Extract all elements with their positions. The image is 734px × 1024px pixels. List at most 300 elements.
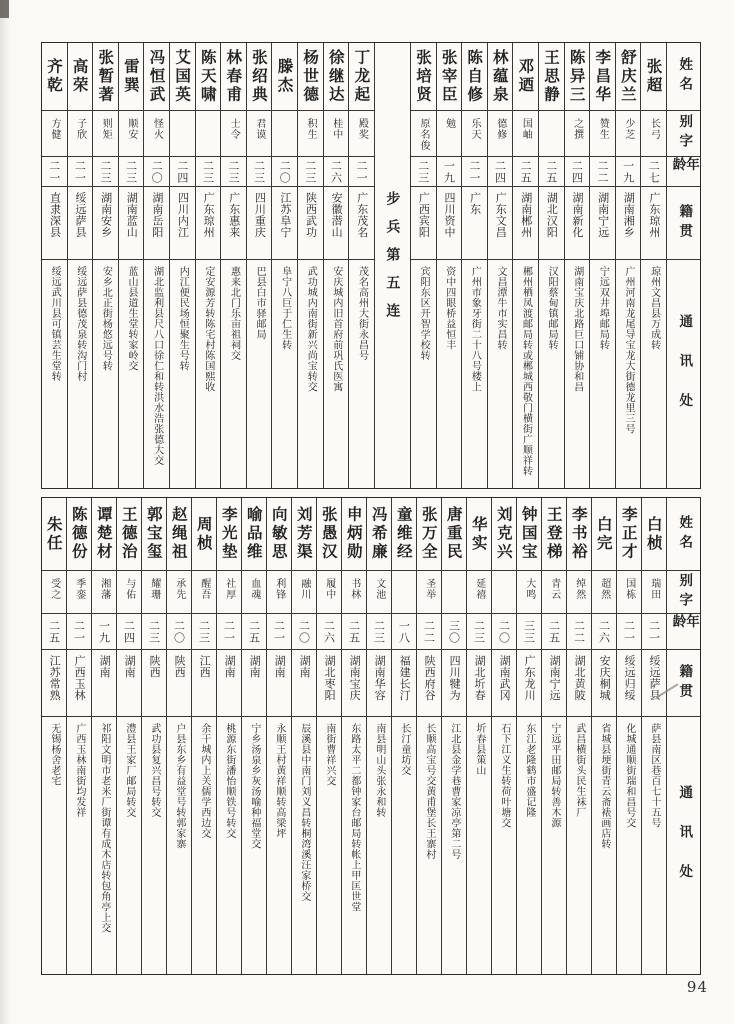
courtesy-name-text: 履中 — [323, 578, 335, 600]
person-name — [590, 43, 615, 111]
person-column — [267, 498, 292, 974]
courtesy-name — [247, 111, 272, 157]
native-place — [242, 650, 266, 717]
contact-address — [565, 260, 590, 486]
person-age — [411, 157, 436, 187]
person-column — [462, 43, 488, 488]
contact-address — [242, 717, 266, 972]
person-age — [324, 157, 349, 187]
person-age-text: 二一 — [647, 619, 661, 644]
contact-address — [42, 260, 67, 486]
person-age — [42, 614, 66, 650]
contact-address — [42, 717, 66, 972]
person-name-text: 王登梯 — [544, 506, 564, 562]
contact-address — [462, 260, 487, 486]
person-age-text: 一八 — [397, 619, 411, 644]
person-name — [167, 498, 191, 571]
contact-address-text: 宁远平田邮局转善木源 — [548, 723, 560, 828]
person-age — [437, 157, 462, 187]
native-place-text: 湖南华容 — [373, 655, 387, 701]
person-name-text: 申炳勋 — [344, 506, 364, 562]
contact-address-text: 圻春县策山 — [473, 723, 485, 776]
header-native-text: 籍贯 — [676, 203, 693, 243]
courtesy-name-text: 超然 — [598, 578, 610, 600]
person-name-text: 徐继达 — [326, 48, 346, 105]
person-column — [517, 498, 542, 974]
contact-address — [272, 260, 297, 486]
contact-address-text: 澧县王家厂邮局转交 — [123, 723, 135, 818]
courtesy-name-text: 原名俊 — [417, 118, 429, 151]
courtesy-name-text: 受之 — [48, 578, 60, 600]
contact-address-text: 南街曹祥兴交 — [323, 723, 335, 786]
courtesy-name — [298, 111, 323, 157]
courtesy-name — [142, 571, 166, 614]
person-name-text: 刘芳渠 — [294, 506, 314, 562]
person-name-text: 雷巽 — [121, 58, 141, 95]
native-place-text: 湖南武冈 — [498, 655, 512, 701]
contact-address-text: 琼州文昌县万成转 — [648, 266, 660, 350]
person-age-text: 二三 — [147, 619, 161, 644]
person-age-text: 一九 — [621, 159, 635, 184]
courtesy-name-text: 殿奖 — [356, 118, 368, 140]
contact-address — [467, 717, 491, 972]
courtesy-name — [411, 111, 436, 157]
person-age-text: 二〇 — [150, 159, 164, 184]
person-age-text: 二二 — [422, 619, 436, 644]
courtesy-name — [517, 571, 541, 614]
native-place — [539, 187, 564, 260]
courtesy-name-text: 书林 — [348, 578, 360, 600]
person-name-text: 林蕴泉 — [490, 48, 510, 105]
person-column — [392, 498, 417, 974]
person-column — [67, 498, 92, 974]
person-name-text: 李光垫 — [219, 506, 239, 562]
native-place-text: 湖南安乡 — [99, 192, 113, 238]
contact-address — [592, 717, 616, 972]
native-place — [192, 650, 216, 717]
contact-address — [92, 717, 116, 972]
native-place-text: 四川犍为 — [448, 655, 462, 701]
person-name-text: 周桢 — [194, 515, 214, 553]
person-age — [442, 614, 466, 650]
person-age — [144, 157, 169, 187]
person-age-text: 二三 — [99, 159, 112, 184]
person-name-text: 齐乾 — [45, 58, 65, 95]
native-place-text: 四川资中 — [442, 192, 456, 238]
header-native-text: 籍贯 — [676, 663, 693, 703]
person-age — [590, 157, 615, 187]
person-age-text: 二〇 — [297, 619, 311, 644]
person-column — [492, 498, 517, 974]
native-place-text: 湖南郴州 — [519, 192, 533, 238]
native-place — [170, 187, 195, 260]
courtesy-name — [42, 111, 67, 157]
person-age-text: 二六 — [329, 159, 343, 184]
contact-address — [411, 260, 436, 486]
contact-address-text: 化城通顺街瑞和昌号交 — [623, 723, 635, 828]
page-number: 94 — [686, 978, 708, 996]
person-age-text: 一九 — [442, 159, 456, 184]
person-column — [411, 43, 437, 488]
contact-address — [617, 717, 641, 972]
native-place-text: 湖南宁远 — [596, 192, 610, 238]
native-place — [442, 650, 466, 717]
native-place-text: 湖北圻春 — [473, 655, 487, 701]
person-age — [272, 157, 297, 187]
contact-address — [267, 717, 291, 972]
person-column — [342, 498, 367, 974]
person-age — [217, 614, 241, 650]
courtesy-name — [539, 111, 564, 157]
courtesy-name — [592, 571, 616, 614]
native-place — [92, 650, 116, 717]
person-age-text: 三〇 — [447, 619, 461, 644]
person-age-text: 二三 — [372, 619, 386, 644]
person-age-text: 二五 — [247, 619, 261, 644]
native-place — [68, 187, 93, 260]
person-age-text: 二〇 — [172, 619, 186, 644]
person-name-text: 郭宝玺 — [144, 506, 164, 562]
courtesy-name — [542, 571, 566, 614]
native-place — [247, 187, 272, 260]
person-column — [567, 498, 592, 974]
native-place-text: 陕西 — [173, 655, 187, 678]
native-place — [196, 187, 221, 260]
courtesy-name — [317, 571, 341, 614]
native-place — [616, 187, 641, 260]
person-age — [342, 614, 366, 650]
courtesy-name-text: 利锋 — [273, 578, 285, 600]
person-name — [539, 43, 564, 111]
native-place-text: 四川内江 — [176, 192, 190, 238]
person-column — [142, 498, 167, 974]
native-place-text: 广东琼州 — [647, 192, 661, 238]
header-name-text: 姓名 — [676, 57, 693, 96]
contact-address-text: 汉阳蔡甸镇邮局转 — [546, 266, 558, 350]
person-age — [462, 157, 487, 187]
person-age — [517, 614, 541, 650]
native-place — [462, 187, 487, 260]
contact-address-text: 安庆城内旧首府前巩氏医寓 — [330, 266, 342, 392]
native-place — [298, 187, 323, 260]
native-place-text: 绥远归绥 — [623, 655, 637, 701]
native-place-text: 直隶深县 — [48, 192, 62, 238]
contact-address-text: 东江老隆鹤市盛记隆 — [523, 723, 535, 818]
native-place-text: 广东文昌 — [494, 192, 508, 238]
person-column — [119, 43, 145, 488]
contact-address-text: 余干城内上关儒学西边交 — [198, 723, 210, 839]
person-column — [590, 43, 616, 488]
person-name — [617, 498, 641, 571]
courtesy-name — [392, 571, 416, 614]
person-name — [93, 43, 118, 111]
person-name — [616, 43, 641, 111]
person-column — [467, 498, 492, 974]
courtesy-name-text: 积生 — [305, 118, 317, 140]
native-place-text: 广东龙川 — [523, 655, 537, 701]
person-name-text: 李昌华 — [593, 48, 613, 105]
person-column — [298, 43, 324, 488]
header-name-text: 姓名 — [676, 514, 693, 554]
contact-address — [117, 717, 141, 972]
person-age-text: 二三 — [227, 159, 241, 184]
person-age — [317, 614, 341, 650]
courtesy-name-text: 乐天 — [469, 118, 481, 140]
person-name-text: 赵绳祖 — [169, 506, 189, 562]
contact-address-text: 绥远萨县德茂泉转沟门村 — [74, 266, 86, 382]
person-name-text: 滕杰 — [275, 58, 295, 95]
native-place — [542, 650, 566, 717]
person-age-text: 二一 — [622, 619, 636, 644]
native-place-text: 广东 — [468, 192, 482, 215]
native-place — [617, 650, 641, 717]
courtesy-name — [617, 571, 641, 614]
person-name — [542, 498, 566, 571]
header-address — [667, 717, 700, 972]
person-name — [192, 498, 216, 571]
person-name — [442, 498, 466, 571]
person-age-text: 二四 — [175, 159, 189, 184]
person-age-text: 二四 — [570, 159, 584, 184]
contact-address — [170, 260, 195, 486]
contact-address — [567, 717, 591, 972]
person-age — [467, 614, 491, 650]
courtesy-name — [196, 111, 221, 157]
native-place-text: 广东茂名 — [355, 192, 369, 238]
courtesy-name — [417, 571, 441, 614]
native-place — [292, 650, 316, 717]
person-name-text: 张万全 — [419, 506, 439, 562]
contact-address-text: 石下江义生转荷叶塘交 — [498, 723, 510, 828]
courtesy-name — [217, 571, 241, 614]
native-place-text: 湖南蓝山 — [125, 192, 139, 238]
native-place — [392, 650, 416, 717]
person-name — [144, 43, 169, 111]
person-name-text: 张愚汉 — [319, 506, 339, 562]
contact-address-text: 安乡北正街杨悠远号转 — [100, 266, 112, 371]
contact-address-text: 内江便民场恒聚生号转 — [177, 266, 189, 371]
native-place-text: 安徽潜山 — [330, 192, 344, 238]
contact-address — [342, 717, 366, 972]
person-name-text: 张超 — [644, 58, 664, 95]
person-name — [324, 43, 349, 111]
header-age-text: 年龄 — [669, 614, 699, 634]
courtesy-name-text: 醒吾 — [198, 578, 210, 600]
courtesy-name-text: 桂中 — [330, 118, 342, 140]
courtesy-name — [170, 111, 195, 157]
contact-address-text: 东路太平二都钟家台邮局转帐上甲匡世堂 — [348, 723, 360, 912]
courtesy-name-text: 勉 — [443, 118, 455, 129]
person-column — [192, 498, 217, 974]
courtesy-name-text: 绰然 — [573, 578, 585, 600]
header-native — [667, 187, 700, 260]
person-name-text: 邓迺 — [516, 58, 536, 95]
native-place — [267, 650, 291, 717]
courtesy-name-text: 则矩 — [100, 118, 112, 140]
person-column — [217, 498, 242, 974]
person-name-text: 高荣 — [70, 58, 90, 95]
courtesy-name — [324, 111, 349, 157]
person-column — [442, 498, 467, 974]
native-place — [565, 187, 590, 260]
person-age-text: 二〇 — [497, 619, 511, 644]
person-age-text: 二三 — [201, 159, 215, 184]
contact-address — [67, 717, 91, 972]
person-age — [298, 157, 323, 187]
person-name-text: 陈德份 — [69, 506, 89, 562]
courtesy-name — [590, 111, 615, 157]
header-age-text: 年龄 — [669, 157, 699, 177]
contact-address — [367, 717, 391, 972]
courtesy-name — [192, 571, 216, 614]
contact-address-text: 辰溪县中南门刘义昌转桐湾溪汪家桥交 — [298, 723, 310, 902]
header-name — [667, 43, 700, 111]
native-place-text: 江西 — [198, 655, 212, 678]
native-place — [411, 187, 436, 260]
person-column — [513, 43, 539, 488]
person-age-text: 二二 — [572, 619, 586, 644]
person-name-text: 林春甫 — [224, 48, 244, 105]
header-column — [667, 43, 700, 488]
person-name — [349, 43, 374, 111]
courtesy-name — [221, 111, 246, 157]
native-place-text: 湖南 — [298, 655, 312, 678]
person-column — [539, 43, 565, 488]
person-age — [117, 614, 141, 650]
contact-address — [317, 717, 341, 972]
person-column — [170, 43, 196, 488]
contact-address — [542, 717, 566, 972]
person-name — [411, 43, 436, 111]
contact-address-text: 武功城内南街新兴尚宝转交 — [305, 266, 317, 392]
contact-address — [142, 717, 166, 972]
person-name-text: 舒庆兰 — [618, 48, 638, 105]
courtesy-name-text: 德修 — [494, 118, 506, 140]
person-name-text: 李正才 — [619, 506, 639, 562]
person-age — [616, 157, 641, 187]
contact-address — [196, 260, 221, 486]
native-place-text: 湖南岳阳 — [150, 192, 164, 238]
person-column — [437, 43, 463, 488]
courtesy-name — [437, 111, 462, 157]
courtesy-name-text: 之撰 — [571, 118, 583, 140]
person-age — [292, 614, 316, 650]
section-divider-label — [375, 43, 410, 486]
header-native — [667, 650, 700, 717]
contact-address-text: 永顺王村黄祥顺转高梁坪 — [273, 723, 285, 839]
courtesy-name-text: 国岫 — [520, 118, 532, 140]
contact-address-text: 巴县白市驿邮局 — [254, 266, 266, 340]
roster-table-top — [41, 42, 701, 489]
native-place-text: 广西玉林 — [73, 655, 87, 701]
native-place — [272, 187, 297, 260]
courtesy-name-text: 文池 — [373, 578, 385, 600]
person-age-text: 二一 — [73, 159, 87, 184]
person-name — [437, 43, 462, 111]
person-name — [565, 43, 590, 111]
person-name-text: 陈异三 — [567, 48, 587, 105]
person-name — [467, 498, 491, 571]
contact-address-text: 省城县埂街青云斋裱画店转 — [598, 723, 610, 849]
person-age — [92, 614, 116, 650]
contact-address-text: 长汀童坊交 — [398, 723, 410, 776]
person-name — [417, 498, 441, 571]
native-place-text: 陕西府谷 — [423, 655, 437, 701]
native-place — [467, 650, 491, 717]
person-name-text: 张宰臣 — [439, 48, 459, 105]
person-name — [247, 43, 272, 111]
person-age — [167, 614, 191, 650]
courtesy-name — [641, 111, 666, 157]
person-name — [367, 498, 391, 571]
person-name — [298, 43, 323, 111]
courtesy-name — [117, 571, 141, 614]
header-age — [667, 157, 700, 187]
contact-address-text: 阜宁八巨于仁生转 — [279, 266, 291, 350]
person-name — [462, 43, 487, 111]
person-name-text: 向敏思 — [269, 506, 289, 562]
person-age — [565, 157, 590, 187]
person-name — [513, 43, 538, 111]
native-place-text: 湖南新化 — [571, 192, 585, 238]
person-name — [592, 498, 616, 571]
courtesy-name — [462, 111, 487, 157]
person-column — [42, 43, 68, 488]
native-place-text: 陕西武功 — [304, 192, 318, 238]
courtesy-name — [93, 111, 118, 157]
courtesy-name — [616, 111, 641, 157]
contact-address-text: 湖南宝庆北路巨口铺协和昌 — [571, 266, 583, 392]
contact-address-text: 郴州栖凤渡邮局转或郴城西敬门横街广顺祥转 — [520, 266, 532, 476]
courtesy-name-text: 湘藩 — [98, 578, 110, 600]
contact-address-text: 茂名高州大街永昌号 — [356, 266, 368, 361]
native-place — [317, 650, 341, 717]
contact-address-text: 湖北监利县尺八口徐仁和转洪水浩张德大交 — [151, 266, 163, 466]
native-place — [342, 650, 366, 717]
contact-address-text: 武功县复兴昌号转交 — [148, 723, 160, 818]
native-place — [221, 187, 246, 260]
contact-address — [539, 260, 564, 486]
contact-address — [437, 260, 462, 486]
person-name — [292, 498, 316, 571]
person-age-text: 一九 — [97, 619, 111, 644]
contact-address — [217, 717, 241, 972]
courtesy-name — [567, 571, 591, 614]
contact-address — [488, 260, 513, 486]
contact-address-text: 宁远双井埠邮局转 — [597, 266, 609, 350]
contact-address-text: 广州市象牙街二十八号楼上 — [469, 266, 481, 392]
native-place — [367, 650, 391, 717]
person-age — [192, 614, 216, 650]
contact-address — [641, 260, 666, 486]
person-name — [196, 43, 221, 111]
person-column — [68, 43, 94, 488]
header-age — [667, 614, 700, 650]
person-age-text: 二六 — [322, 619, 336, 644]
courtesy-name — [68, 111, 93, 157]
courtesy-name — [267, 571, 291, 614]
person-age — [641, 157, 666, 187]
section-divider — [375, 43, 411, 488]
person-name-text: 朱任 — [44, 515, 64, 553]
header-courtesy — [667, 111, 700, 157]
native-place-text: 广西宾阳 — [417, 192, 431, 238]
courtesy-name-text: 社厚 — [223, 578, 235, 600]
native-place-text: 四川重庆 — [253, 192, 267, 238]
person-age-text: 二七 — [647, 159, 661, 184]
person-age-text: 二四 — [493, 159, 507, 184]
courtesy-name-text: 血魂 — [248, 578, 260, 600]
